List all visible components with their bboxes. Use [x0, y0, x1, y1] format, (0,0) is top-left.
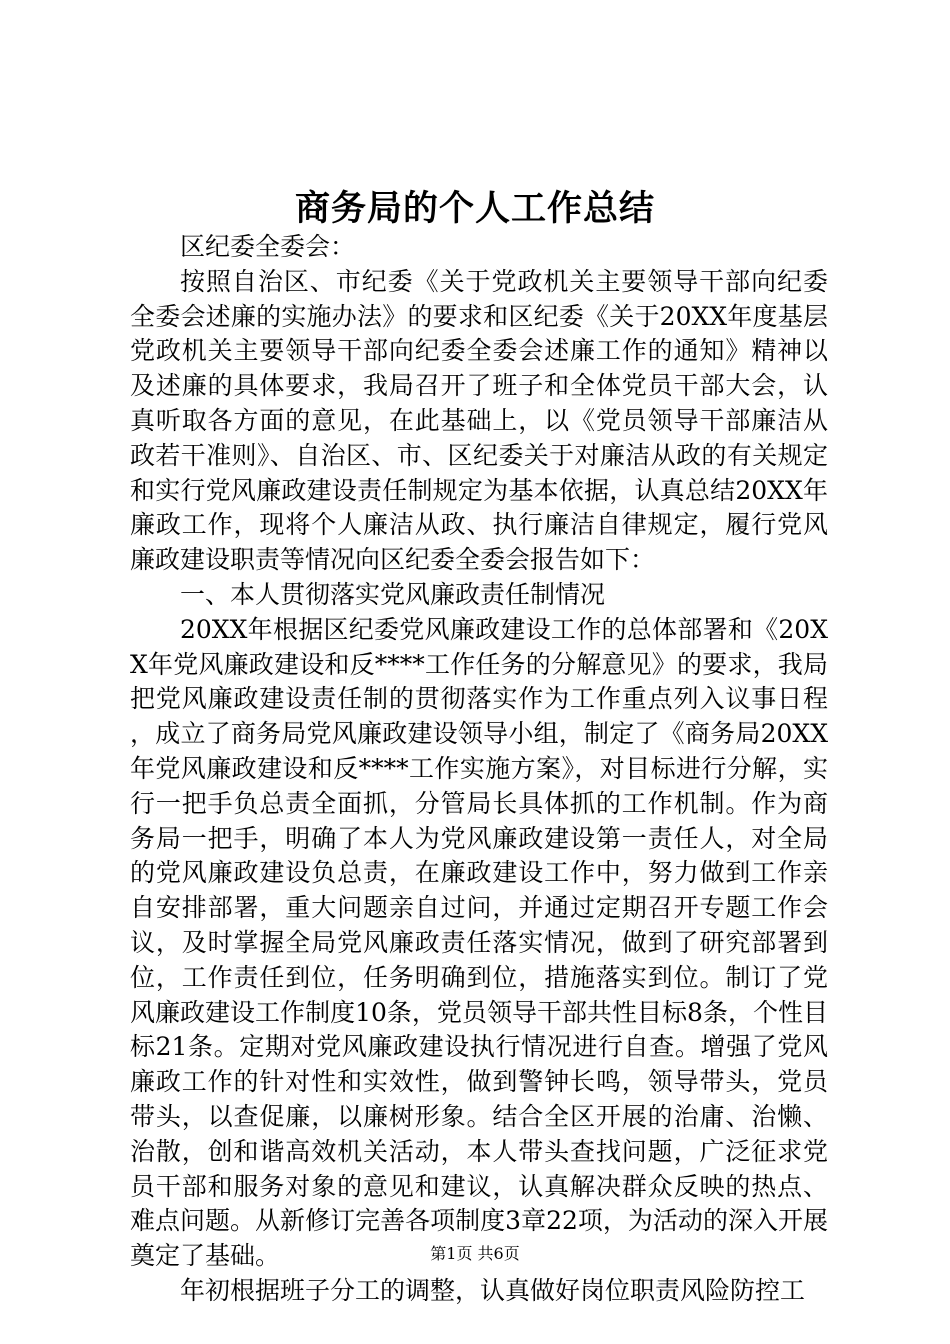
paragraph-intro: 按照自治区、市纪委《关于党政机关主要领导干部向纪委全委会述廉的实施办法》的要求和区纪委《关于20XX年度基层党政机关主要领导干部向纪委全委会述廉工作的通知》精神以及述廉的具体要求，我局召开了班子和全体党员干部大会，认真听取各方面的意见，在此基础上，以《党员领导干部廉洁从政若干准则》、自治区、市、区纪委关于对廉洁从政的有关规定和实行党风廉政建设责任制规定为基本依据，认真总结20XX年廉政工作，现将个人廉洁从政、执行廉洁自律规定，履行党风廉政建设职责等情况向区纪委全委会报告如下： [130, 266, 828, 575]
page-footer: 第1页 共6页 [430, 1244, 520, 1263]
paragraph-responsibility: 20XX年根据区纪委党风廉政建设工作的总体部署和《20XX年党风廉政建设和反****工作任务的分解意见》的要求，我局把党风廉政建设责任制的贯彻落实作为工作重点列入议事日程，成立了商务局党风廉政建设领导小组，制定了《商务局20XX年党风廉政建设和反****工作实施方案》，对目标进行分解，实行一把手负总责全面抓，分管局长具体抓的工作机制。作为商务局一把手，明确了本人为党风廉政建设第一责任人，对全局的党风廉政建设负总责，在廉政建设工作中，努力做到工作亲自安排部署，重大问题亲自过问，并通过定期召开专题工作会议，及时掌握全局党风廉政责任落实情况，做到了研究部署到位，工作责任到位，任务明确到位，措施落实到位。制订了党风廉政建设工作制度10条，党员领导干部共性目标8条，个性目标21条。定期对党风廉政建设执行情况进行自查。增强了党风廉政工作的针对性和实效性，做到警钟长鸣，领导带头，党员带头，以查促廉，以廉树形象。结合全区开展的治庸、治懒、治散，创和谐高效机关活动，本人带头查找问题，广泛征求党员干部和服务对象的意见和建议，认真解决群众反映的热点、难点问题。从新修订完善各项制度3章22项，为活动的深入开展奠定了基础。 [130, 614, 828, 1271]
section-heading: 一、本人贯彻落实党风廉政责任制情况 [180, 579, 606, 609]
document-body [130, 230, 828, 1309]
document-title: 商务局的个人工作总结 [294, 188, 655, 229]
paragraph-continued: 年初根据班子分工的调整，认真做好岗位职责风险防控工 [180, 1275, 806, 1305]
salutation: 区纪委全委会： [180, 232, 356, 261]
